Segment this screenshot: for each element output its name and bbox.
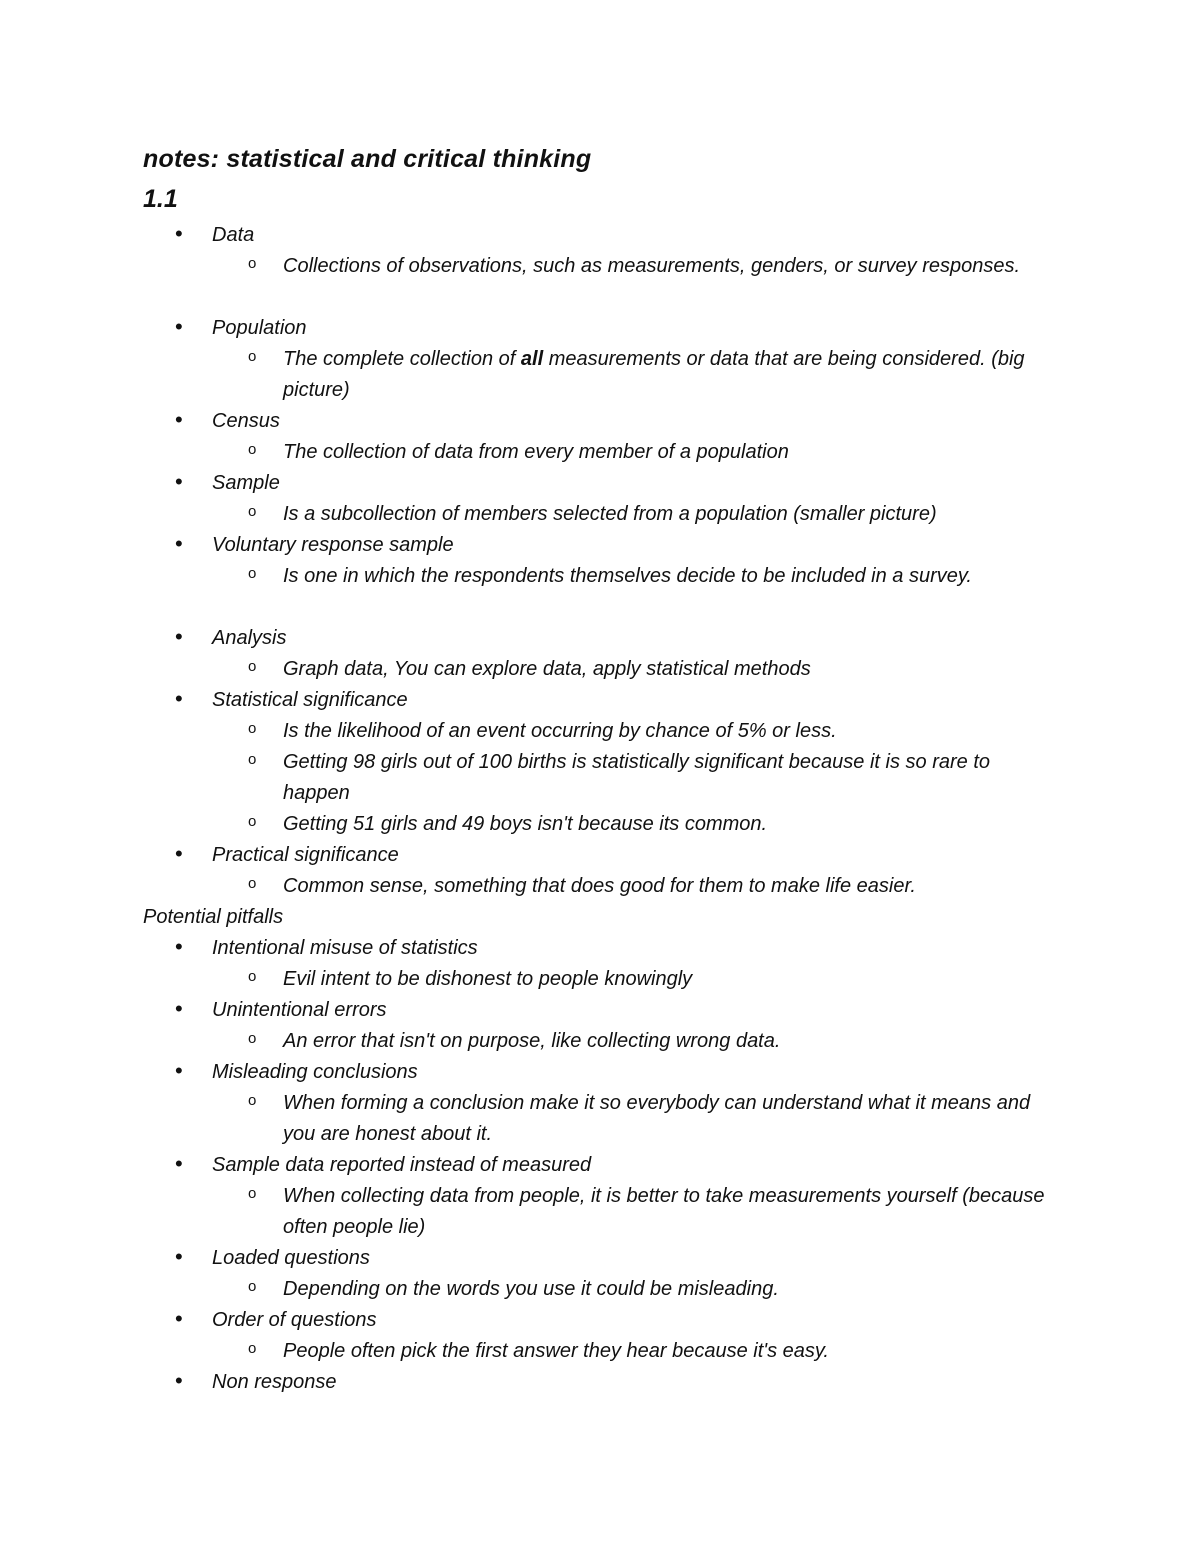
list-item: o Common sense, something that does good for them to make life easier. — [0, 871, 1200, 902]
list-item: o When collecting data from people, it is better to take measurements yourself (because often people lie) — [0, 1181, 1200, 1243]
list-item: o Is the likelihood of an event occurring by chance of 5% or less. — [0, 716, 1200, 747]
list-item: • Census — [0, 406, 1200, 437]
list-item: • Order of questions — [0, 1305, 1200, 1336]
list-item: o People often pick the first answer they hear because it's easy. — [0, 1336, 1200, 1367]
list-item: • Statistical significance — [0, 685, 1200, 716]
list-item: o Depending on the words you use it could be misleading. — [0, 1274, 1200, 1305]
list-item: • Non response — [0, 1367, 1200, 1398]
list-item: • Practical significance — [0, 840, 1200, 871]
list-item: o Is one in which the respondents themselves decide to be included in a survey. — [0, 561, 1200, 623]
subheading: Potential pitfalls — [143, 906, 284, 928]
list-item: • Data — [0, 220, 1200, 251]
list-item: o Getting 98 girls out of 100 births is statistically significant because it is so rare to happen — [0, 747, 1200, 809]
list-item: • Intentional misuse of statistics — [0, 933, 1200, 964]
list-item: o Getting 51 girls and 49 boys isn't because its common. — [0, 809, 1200, 840]
section-heading: 1.1 — [143, 185, 178, 213]
notes-list — [0, 220, 1200, 1398]
list-item: o Evil intent to be dishonest to people knowingly — [0, 964, 1200, 995]
list-item: o When forming a conclusion make it so everybody can understand what it means and you are honest about it. — [0, 1088, 1200, 1150]
list-item: • Sample — [0, 468, 1200, 499]
list-item: o The complete collection of all measurements or data that are being considered. (big picture) — [0, 344, 1200, 406]
list-item: • Loaded questions — [0, 1243, 1200, 1274]
list-item: o The collection of data from every member of a population — [0, 437, 1200, 468]
list-item: o Is a subcollection of members selected from a population (smaller picture) — [0, 499, 1200, 530]
list-item: • Misleading conclusions — [0, 1057, 1200, 1088]
list-item: • Population — [0, 313, 1200, 344]
list-item: • Unintentional errors — [0, 995, 1200, 1026]
list-item: • Voluntary response sample — [0, 530, 1200, 561]
list-item: o An error that isn't on purpose, like collecting wrong data. — [0, 1026, 1200, 1057]
page-title: notes: statistical and critical thinking — [143, 145, 592, 173]
emphasis-text: all — [520, 348, 544, 370]
list-item: o Collections of observations, such as measurements, genders, or survey responses. — [0, 251, 1200, 313]
list-item: o Graph data, You can explore data, apply statistical methods — [0, 654, 1200, 685]
list-item: • Sample data reported instead of measured — [0, 1150, 1200, 1181]
list-item: • Analysis — [0, 623, 1200, 654]
